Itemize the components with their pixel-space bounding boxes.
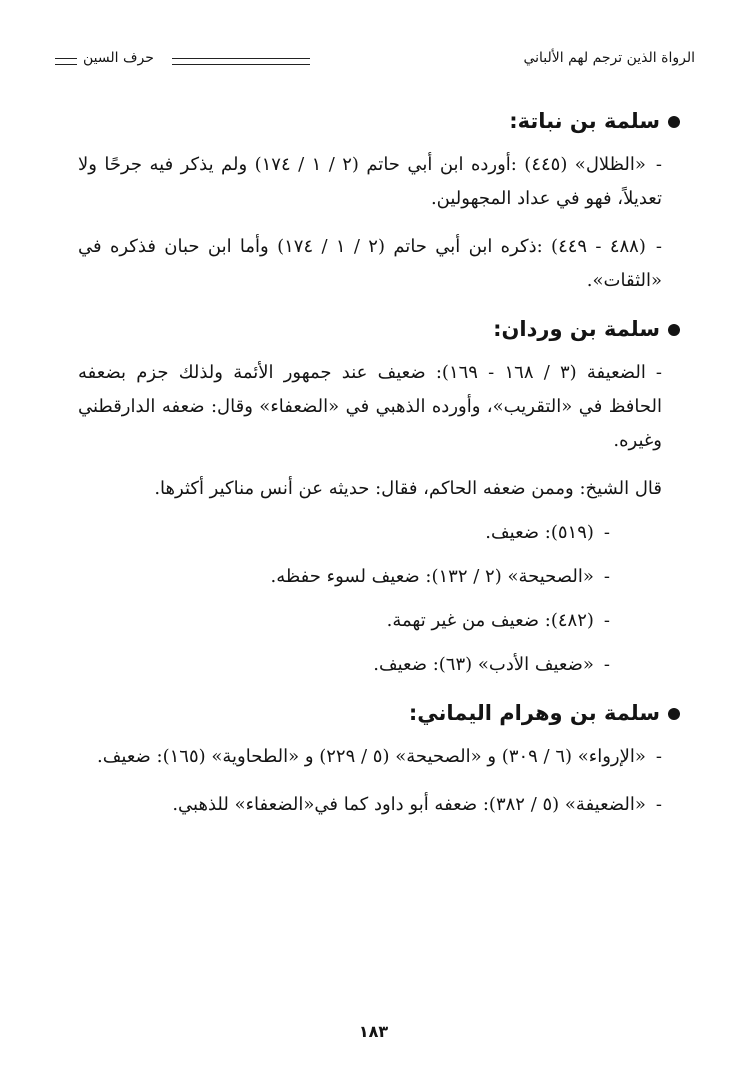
dash-marker: -: [603, 522, 610, 543]
paragraph-text: الضعيفة (٣ / ١٦٨ - ١٦٩): ضعيف عند جمهور الأئمة ولذلك جزم بضعفه الحافظ في «التقريب»، وأورده الذهبي في «الضعفاء» وقال: ضعفه الدارقطني وغيره.: [78, 362, 662, 451]
dash-marker: -: [603, 654, 610, 675]
running-header: [55, 50, 695, 70]
dash-marker: -: [603, 566, 610, 587]
dash-marker: -: [655, 746, 662, 767]
entry-paragraph: [78, 648, 680, 682]
entry-heading: [78, 696, 680, 730]
entry-name: سلمة بن وردان:: [493, 317, 660, 341]
paragraph-text: «الصحيحة» (٢ / ١٣٢): ضعيف لسوء حفظه.: [270, 566, 594, 587]
bullet-icon: [668, 708, 680, 720]
header-double-rule-middle: [172, 58, 310, 65]
dash-marker: -: [603, 610, 610, 631]
entry-paragraph: [78, 604, 680, 638]
entry-paragraph: [78, 788, 680, 822]
page-body: [78, 104, 680, 822]
paragraph-text: «ضعيف الأدب» (٦٣): ضعيف.: [373, 654, 594, 675]
paragraph-text: «الضعيفة» (٥ / ٣٨٢): ضعفه أبو داود كما في«الضعفاء» للذهبي.: [172, 794, 646, 815]
bullet-icon: [668, 116, 680, 128]
header-double-rule-left: [55, 58, 77, 65]
entry-paragraph: [78, 516, 680, 550]
paragraph-text: (٤٨٢): ضعيف من غير تهمة.: [386, 610, 594, 631]
paragraph-text: «الإرواء» (٦ / ٣٠٩) و «الصحيحة» (٥ / ٢٢٩) و «الطحاوية» (١٦٥): ضعيف.: [97, 746, 646, 767]
entry-heading: [78, 312, 680, 346]
dash-marker: -: [655, 794, 662, 815]
dash-marker: -: [655, 154, 662, 175]
entry-paragraph: [78, 560, 680, 594]
entry-name: سلمة بن وهرام اليماني:: [408, 701, 660, 725]
entry-heading: [78, 104, 680, 138]
dash-marker: -: [655, 362, 662, 383]
header-chapter-title: حرف السين: [83, 50, 154, 66]
entry-paragraph: [78, 740, 680, 774]
page-number: ١٨٣: [358, 1022, 389, 1041]
entry-name: سلمة بن نباتة:: [509, 109, 660, 133]
paragraph-text: قال الشيخ: وممن ضعفه الحاكم، فقال: حديثه عن أنس مناكير أكثرها.: [154, 478, 662, 499]
paragraph-text: «الظلال» (٤٤٥) :أورده ابن أبي حاتم (٢ / ١ / ١٧٤) ولم يذكر فيه جرحًا ولا تعديلاً، فهو في عداد المجهولين.: [78, 154, 662, 209]
paragraph-text: (٤٨٨ - ٤٤٩) :ذكره ابن أبي حاتم (٢ / ١ / ١٧٤) وأما ابن حبان فذكره في «الثقات».: [78, 236, 662, 291]
bullet-icon: [668, 324, 680, 336]
paragraph-text: (٥١٩): ضعيف.: [485, 522, 594, 543]
header-book-title: الرواة الذين ترجم لهم الألباني: [523, 50, 695, 66]
dash-marker: -: [655, 236, 662, 257]
entry-paragraph: [78, 230, 680, 298]
sheikh-comment-paragraph: [78, 472, 680, 506]
entry-paragraph: [78, 356, 680, 458]
entry-paragraph: [78, 148, 680, 216]
